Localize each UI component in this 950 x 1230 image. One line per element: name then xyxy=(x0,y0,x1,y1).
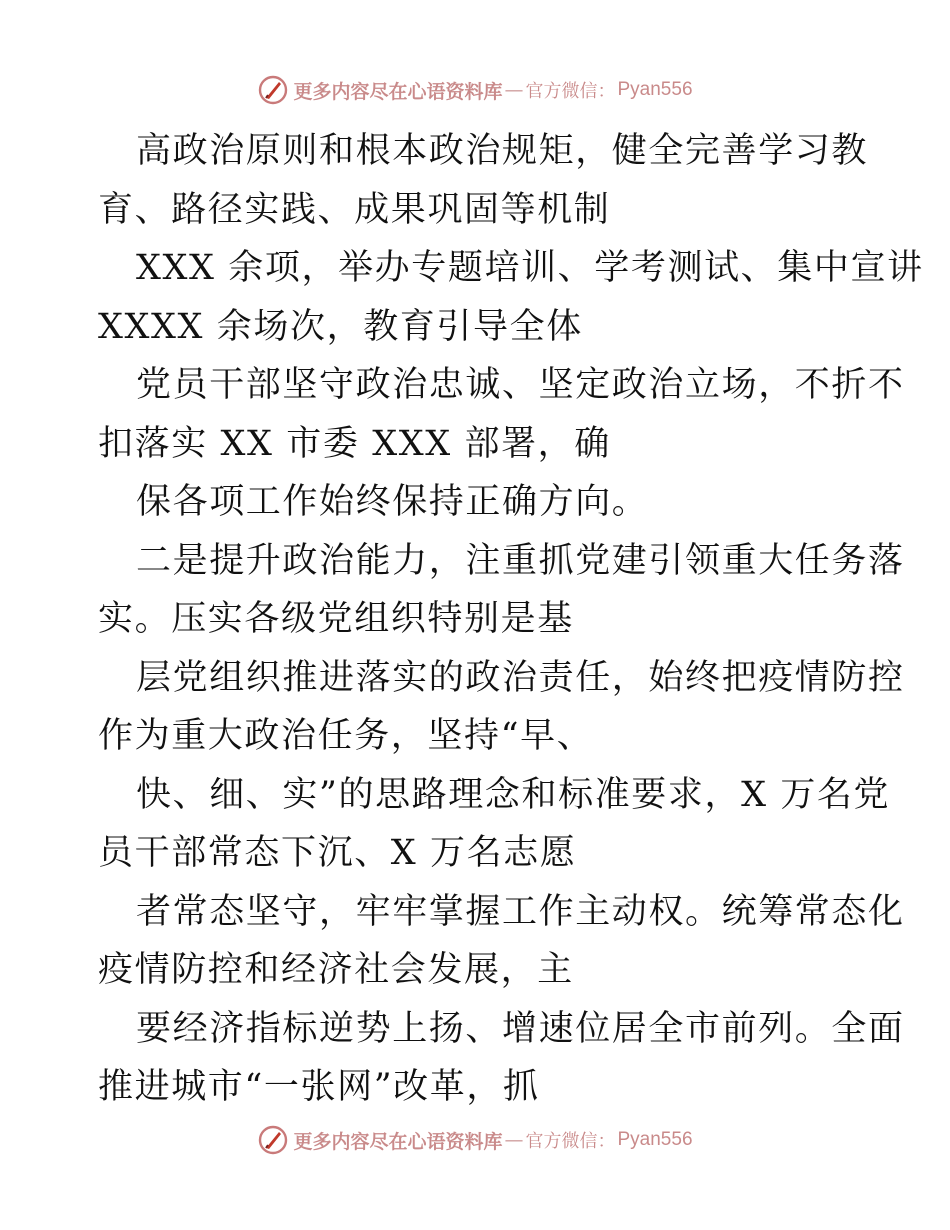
text-line: 要经济指标逆势上扬、增速位居全市前列。全面 xyxy=(136,1008,905,1049)
text-line: 疫情防控和经济社会发展，主 xyxy=(98,950,574,990)
text-line: 员干部常态下沉、X 万名志愿 xyxy=(98,833,577,873)
watermark-wechat-label: 官方微信： xyxy=(525,1131,616,1152)
quill-logo-icon xyxy=(257,1124,289,1156)
text-line: 高政治原则和根本政治规矩，健全完善学习教 xyxy=(136,131,869,171)
text-line: XXX 余项，举办专题培训、学考测试、集中宣讲 xyxy=(136,248,924,288)
text-line: 层党组织推进落实的政治责任，始终把疫情防控 xyxy=(136,657,905,698)
footer-watermark xyxy=(0,1120,950,1160)
watermark-main-text: 更多内容尽在心语资料库 xyxy=(293,80,503,103)
body-text xyxy=(98,122,924,1117)
watermark-wechat-id: Pyan556 xyxy=(617,1129,693,1150)
watermark-main-text: 更多内容尽在心语资料库 xyxy=(293,1130,503,1153)
text-line: 党员干部坚守政治忠诚、坚定政治立场，不折不 xyxy=(136,365,905,405)
header-watermark xyxy=(0,70,950,110)
watermark-wechat-id: Pyan556 xyxy=(617,79,693,100)
text-line: 快、细、实”的思路理念和标准要求，X 万名党 xyxy=(136,774,891,815)
watermark-wechat-label: 官方微信： xyxy=(525,81,616,102)
text-line: 扣落实 XX 市委 XXX 部署，确 xyxy=(98,423,611,464)
text-line: 推进城市“一张网”改革，抓 xyxy=(98,1067,540,1107)
text-line: 二是提升政治能力，注重抓党建引领重大任务落 xyxy=(136,540,905,581)
text-line: 作为重大政治任务，坚持“早、 xyxy=(98,716,594,756)
text-line: 保各项工作始终保持正确方向。 xyxy=(136,482,649,522)
quill-logo-icon xyxy=(257,74,289,106)
text-line: 实。压实各级党组织特别是基 xyxy=(98,599,574,639)
text-line: 育、路径实践、成果巩固等机制 xyxy=(98,189,611,230)
watermark-dash: — xyxy=(504,79,524,101)
text-line: XXXX 余场次，教育引导全体 xyxy=(98,306,583,347)
watermark-dash: — xyxy=(504,1129,524,1151)
text-line: 者常态坚守，牢牢掌握工作主动权。统筹常态化 xyxy=(136,891,905,932)
